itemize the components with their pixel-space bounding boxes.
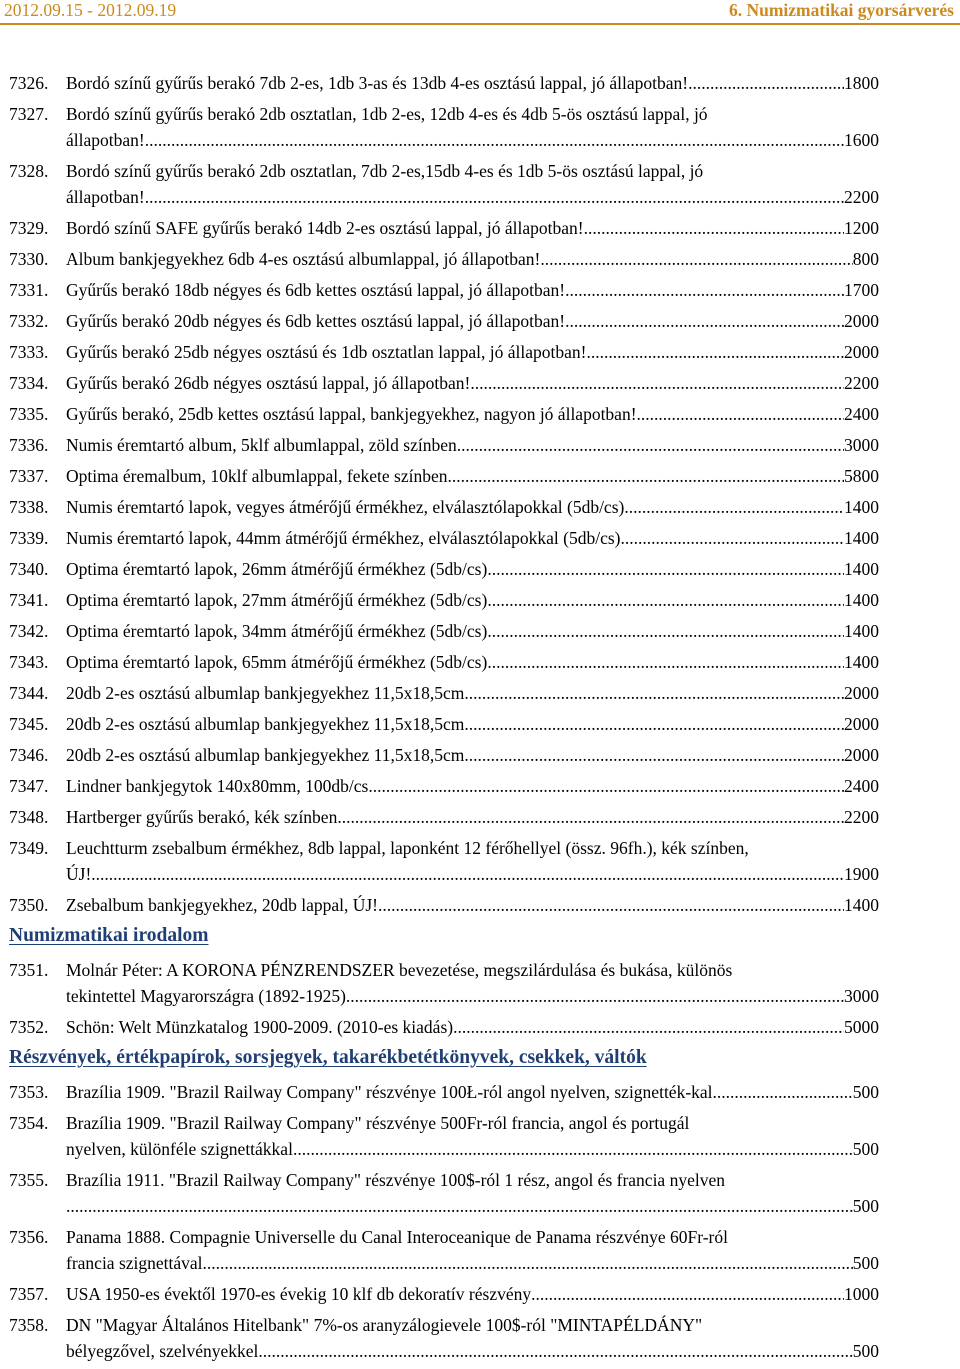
dot-leader	[464, 711, 844, 737]
lot-entry	[9, 773, 879, 799]
lot-description-text: állapotban!	[66, 187, 145, 207]
lot-number: 7347.	[9, 776, 49, 796]
header-title: 6. Numizmatikai gyorsárverés	[728, 0, 954, 20]
lot-description-text: Optima éremtartó lapok, 34mm átmérőjű érmékhez (5db/cs)	[66, 621, 488, 641]
lot-description-text: bélyegzővel, szelvényekkel	[66, 1341, 259, 1361]
dot-leader	[66, 1193, 853, 1219]
lot-number: 7328.	[9, 161, 49, 181]
lot-description-text: Panama 1888. Compagnie Universelle du Canal Interoceanique de Panama részvénye 60Fr-ról	[66, 1227, 729, 1247]
dot-leader	[531, 1281, 844, 1307]
lot-description-text: Optima éremtartó lapok, 26mm átmérőjű érmékhez (5db/cs)	[66, 559, 488, 579]
lot-description	[66, 308, 879, 334]
lot-number: 7330.	[9, 249, 49, 269]
lot-price: 2200	[844, 807, 879, 827]
lot-price: 5800	[844, 466, 879, 486]
lot-description-line	[66, 1224, 879, 1250]
lot-description	[66, 773, 879, 799]
lot-description	[66, 339, 879, 365]
lot-entry	[9, 742, 879, 768]
lot-number: 7327.	[9, 104, 49, 124]
lot-entry	[9, 308, 879, 334]
lot-description	[66, 370, 879, 396]
lot-entry	[9, 804, 879, 830]
lot-price: 500	[852, 1341, 879, 1361]
lot-description	[66, 246, 879, 272]
lot-entry	[9, 711, 879, 737]
lot-entry	[9, 370, 879, 396]
lot-number: 7336.	[9, 435, 49, 455]
lot-description-line	[66, 742, 879, 768]
header-dates: 2012.09.15 - 2012.09.19	[4, 0, 177, 20]
section-heading: Részvények, értékpapírok, sorsjegyek, takarékbetétkönyvek, csekkek, váltók	[9, 1047, 647, 1068]
lot-number: 7351.	[9, 960, 49, 980]
lot-description-line	[66, 835, 879, 861]
dot-leader	[453, 1014, 844, 1040]
lot-number: 7356.	[9, 1227, 49, 1247]
lot-description	[66, 1079, 879, 1105]
lot-number: 7335.	[9, 404, 49, 424]
lot-entry	[9, 525, 879, 551]
lot-price: 500	[852, 1253, 879, 1273]
lot-description-line	[66, 215, 879, 241]
lot-number: 7341.	[9, 590, 49, 610]
dot-leader	[293, 1136, 853, 1162]
lot-description	[66, 432, 879, 458]
lot-description-text: Optima éremalbum, 10klf albumlappal, fekete színben	[66, 466, 448, 486]
dot-leader	[565, 277, 844, 303]
lot-description-text: 20db 2-es osztású albumlap bankjegyekhez 11,5x18,5cm	[66, 714, 465, 734]
lot-description	[66, 649, 879, 675]
lot-description-line	[66, 1167, 879, 1193]
lot-price: 1400	[844, 559, 879, 579]
lot-description-line	[66, 892, 879, 918]
lot-entry	[9, 158, 879, 210]
lot-description-line	[66, 246, 879, 272]
lot-description-text: Numis éremtartó lapok, 44mm átmérőjű érmékhez, elválasztólapokkal (5db/cs)	[66, 528, 621, 548]
dot-leader	[587, 339, 845, 365]
lot-description-text: Hartberger gyűrűs berakó, kék színben	[66, 807, 338, 827]
lot-description-line	[66, 158, 879, 184]
lot-description-line	[66, 370, 879, 396]
lot-description-text: Bordó színű gyűrűs berakó 2db osztatlan, 1db 2-es, 12db 4-es és 4db 5-ös osztású lappal, jó	[66, 104, 708, 124]
lot-price: 500	[852, 1196, 879, 1216]
lot-price: 5000	[844, 1017, 879, 1037]
lot-entry	[9, 618, 879, 644]
lot-description-text: Gyűrűs berakó, 25db kettes osztású lappal, bankjegyekhez, nagyon jó állapotban!	[66, 404, 637, 424]
lot-number: 7350.	[9, 895, 49, 915]
lot-description-line	[66, 308, 879, 334]
lot-entry	[9, 463, 879, 489]
dot-leader	[378, 892, 844, 918]
lot-price: 2000	[844, 683, 879, 703]
lot-entry	[9, 432, 879, 458]
lot-number: 7337.	[9, 466, 49, 486]
lot-number: 7342.	[9, 621, 49, 641]
lot-price: 1400	[844, 621, 879, 641]
lot-number: 7338.	[9, 497, 49, 517]
lot-description-text: Optima éremtartó lapok, 65mm átmérőjű érmékhez (5db/cs)	[66, 652, 488, 672]
lot-price: 1700	[844, 280, 879, 300]
dot-leader	[713, 1079, 853, 1105]
lot-description-line	[66, 618, 879, 644]
lot-description-line	[66, 127, 879, 153]
dot-leader	[346, 983, 844, 1009]
lot-description-text: Gyűrűs berakó 18db négyes és 6db kettes osztású lappal, jó állapotban!	[66, 280, 566, 300]
lot-description-line	[66, 1338, 879, 1364]
lot-description	[66, 1281, 879, 1307]
dot-leader	[457, 432, 844, 458]
lot-description-line	[66, 957, 879, 983]
lot-description-text: Bordó színű SAFE gyűrűs berakó 14db 2-es osztású lappal, jó állapotban!	[66, 218, 584, 238]
lot-entry	[9, 680, 879, 706]
lot-number: 7326.	[9, 73, 49, 93]
lot-description-text: Gyűrűs berakó 20db négyes és 6db kettes osztású lappal, jó állapotban!	[66, 311, 566, 331]
lot-price: 2000	[844, 311, 879, 331]
lot-price: 1400	[844, 528, 879, 548]
lot-description	[66, 101, 879, 153]
lot-price: 1600	[844, 130, 879, 150]
lot-price: 2000	[844, 714, 879, 734]
dot-leader	[487, 618, 844, 644]
lot-description	[66, 587, 879, 613]
dot-leader	[464, 742, 844, 768]
lot-description-text: Optima éremtartó lapok, 27mm átmérőjű érmékhez (5db/cs)	[66, 590, 488, 610]
lot-price: 1400	[844, 895, 879, 915]
lot-entry	[9, 277, 879, 303]
lot-description-text: Album bankjegyekhez 6db 4-es osztású albumlappal, jó állapotban!	[66, 249, 541, 269]
lot-description-line	[66, 184, 879, 210]
lot-entry	[9, 835, 879, 887]
lot-entry	[9, 401, 879, 427]
lot-description-line	[66, 339, 879, 365]
lot-description	[66, 556, 879, 582]
lot-entry	[9, 1110, 879, 1162]
dot-leader	[368, 773, 844, 799]
lot-number: 7352.	[9, 1017, 49, 1037]
lot-description-line	[66, 587, 879, 613]
lot-description-line	[66, 1193, 879, 1219]
lot-entry	[9, 1079, 879, 1105]
dot-leader	[91, 861, 844, 887]
lot-number: 7339.	[9, 528, 49, 548]
lot-description	[66, 215, 879, 241]
dot-leader	[203, 1250, 853, 1276]
lot-description	[66, 618, 879, 644]
lot-price: 1900	[844, 864, 879, 884]
dot-leader	[258, 1338, 852, 1364]
lot-entry	[9, 649, 879, 675]
lot-description	[66, 711, 879, 737]
lot-description-text: Bordó színű gyűrűs berakó 2db osztatlan, 7db 2-es,15db 4-es és 1db 5-ös osztású lappal, jó	[66, 161, 704, 181]
lot-entry	[9, 1312, 879, 1364]
lot-number: 7358.	[9, 1315, 49, 1335]
lot-description	[66, 680, 879, 706]
lot-description	[66, 401, 879, 427]
lot-description	[66, 463, 879, 489]
lot-description-line	[66, 463, 879, 489]
lot-description-line	[66, 711, 879, 737]
dot-leader	[487, 587, 844, 613]
lot-description-line	[66, 649, 879, 675]
lot-description-line	[66, 401, 879, 427]
lot-description	[66, 525, 879, 551]
lot-number: 7349.	[9, 838, 49, 858]
lot-description-line	[66, 680, 879, 706]
lot-description-line	[66, 1281, 879, 1307]
lot-description	[66, 1014, 879, 1040]
lot-description	[66, 742, 879, 768]
lot-description-text: Gyűrűs berakó 26db négyes osztású lappal, jó állapotban!	[66, 373, 471, 393]
lot-description-text: Numis éremtartó lapok, vegyes átmérőjű érmékhez, elválasztólapokkal (5db/cs)	[66, 497, 625, 517]
lot-description-line	[66, 983, 879, 1009]
dot-leader	[487, 649, 844, 675]
lot-description-text: ÚJ!	[66, 864, 92, 884]
lot-number: 7329.	[9, 218, 49, 238]
header-divider	[0, 23, 960, 25]
lot-description	[66, 1110, 879, 1162]
dot-leader	[487, 556, 844, 582]
lot-description-text: USA 1950-es évektől 1970-es évekig 10 klf db dekoratív részvény	[66, 1284, 532, 1304]
lot-entry	[9, 101, 879, 153]
lot-description-text: francia szignettával	[66, 1253, 203, 1273]
lot-price: 2000	[844, 745, 879, 765]
lot-description-text: Molnár Péter: A KORONA PÉNZRENDSZER bevezetése, megszilárdulása és bukása, különös	[66, 960, 733, 980]
lot-description-line	[66, 70, 879, 96]
dot-leader	[464, 680, 844, 706]
lot-description-text: Leuchtturm zsebalbum érmékhez, 8db lappal, laponként 12 férőhellyel (össz. 96fh.), kék színben,	[66, 838, 749, 858]
lot-description	[66, 1224, 879, 1276]
dot-leader	[565, 308, 844, 334]
lot-description-text: Schön: Welt Münzkatalog 1900-2009. (2010-es kiadás)	[66, 1017, 454, 1037]
dot-leader	[145, 127, 844, 153]
lot-number: 7340.	[9, 559, 49, 579]
lot-entry	[9, 246, 879, 272]
lot-entry	[9, 494, 879, 520]
lot-description	[66, 494, 879, 520]
page-header	[0, 0, 960, 24]
lot-description	[66, 804, 879, 830]
lot-number: 7333.	[9, 342, 49, 362]
dot-leader	[145, 184, 844, 210]
lot-description-line	[66, 1136, 879, 1162]
lot-description-line	[66, 432, 879, 458]
lot-description	[66, 957, 879, 1009]
dot-leader	[584, 215, 844, 241]
lot-price: 2400	[844, 776, 879, 796]
lot-price: 2200	[844, 373, 879, 393]
lot-price: 2000	[844, 342, 879, 362]
lot-number: 7343.	[9, 652, 49, 672]
dot-leader	[447, 463, 844, 489]
lot-description-line	[66, 494, 879, 520]
lot-description-line	[66, 804, 879, 830]
lot-entry	[9, 70, 879, 96]
lot-entry	[9, 957, 879, 1009]
lot-entry	[9, 892, 879, 918]
lot-description-text: Brazília 1909. "Brazil Railway Company" részvénye 100Ł-ról angol nyelven, szignették-kal	[66, 1082, 713, 1102]
lot-price: 1400	[844, 497, 879, 517]
section-heading: Numizmatikai irodalom	[9, 925, 209, 946]
lot-description-line	[66, 1312, 879, 1338]
lot-description-text: Brazília 1911. "Brazil Railway Company" részvénye 100$-ról 1 rész, angol és francia nyelven	[66, 1170, 725, 1190]
dot-leader	[624, 494, 844, 520]
dot-leader	[337, 804, 844, 830]
lot-description	[66, 70, 879, 96]
lot-description-text: Zsebalbum bankjegyekhez, 20db lappal, ÚJ!	[66, 895, 378, 915]
dot-leader	[540, 246, 852, 272]
lot-price: 500	[852, 1082, 879, 1102]
lot-description-text: DN "Magyar Általános Hitelbank" 7%-os aranyzálogievele 100$-ról "MINTAPÉLDÁNY"	[66, 1315, 703, 1335]
lot-description-text: 20db 2-es osztású albumlap bankjegyekhez 11,5x18,5cm	[66, 745, 465, 765]
dot-leader	[620, 525, 844, 551]
lot-number: 7344.	[9, 683, 49, 703]
lot-description-line	[66, 773, 879, 799]
lot-price: 1400	[844, 652, 879, 672]
lot-description-text: állapotban!	[66, 130, 145, 150]
lot-price: 2200	[844, 187, 879, 207]
lot-description	[66, 1167, 879, 1219]
lot-description-text: Gyűrűs berakó 25db négyes osztású és 1db osztatlan lappal, jó állapotban!	[66, 342, 587, 362]
lot-description-text: Bordó színű gyűrűs berakó 7db 2-es, 1db 3-as és 13db 4-es osztású lappal, jó állapotban!	[66, 73, 689, 93]
lot-number: 7348.	[9, 807, 49, 827]
lot-price: 1200	[844, 218, 879, 238]
lot-entry	[9, 1014, 879, 1040]
lot-entry	[9, 1167, 879, 1219]
lot-entry	[9, 339, 879, 365]
lot-description-text: 20db 2-es osztású albumlap bankjegyekhez 11,5x18,5cm	[66, 683, 465, 703]
lot-number: 7346.	[9, 745, 49, 765]
lot-number: 7353.	[9, 1082, 49, 1102]
lot-description-line	[66, 861, 879, 887]
lot-description-line	[66, 556, 879, 582]
lot-entry	[9, 556, 879, 582]
lot-description	[66, 158, 879, 210]
lot-description-line	[66, 525, 879, 551]
lot-price: 1800	[844, 73, 879, 93]
lot-entry	[9, 215, 879, 241]
lot-number: 7354.	[9, 1113, 49, 1133]
lot-number: 7345.	[9, 714, 49, 734]
lot-price: 3000	[844, 435, 879, 455]
lot-number: 7331.	[9, 280, 49, 300]
lot-number: 7334.	[9, 373, 49, 393]
dot-leader	[637, 401, 844, 427]
lot-description-text: Lindner bankjegytok 140x80mm, 100db/cs	[66, 776, 369, 796]
lot-number: 7355.	[9, 1170, 49, 1190]
lot-description	[66, 892, 879, 918]
lot-list	[9, 70, 879, 1369]
lot-description	[66, 1312, 879, 1364]
lot-description-line	[66, 1250, 879, 1276]
lot-description-text: Numis éremtartó album, 5klf albumlappal, zöld színben	[66, 435, 457, 455]
lot-description-text: Brazília 1909. "Brazil Railway Company" részvénye 500Fr-ról francia, angol és portugál	[66, 1113, 690, 1133]
dot-leader	[688, 70, 844, 96]
lot-price: 1400	[844, 590, 879, 610]
lot-description-text: tekintettel Magyarországra (1892-1925)	[66, 986, 346, 1006]
lot-description-line	[66, 277, 879, 303]
lot-description-line	[66, 1014, 879, 1040]
lot-price: 1000	[844, 1284, 879, 1304]
lot-price: 800	[852, 249, 879, 269]
lot-entry	[9, 1224, 879, 1276]
lot-entry	[9, 1281, 879, 1307]
lot-description-line	[66, 1110, 879, 1136]
lot-number: 7332.	[9, 311, 49, 331]
lot-description-line	[66, 1079, 879, 1105]
lot-description-text: nyelven, különféle szignettákkal	[66, 1139, 293, 1159]
dot-leader	[470, 370, 844, 396]
lot-number: 7357.	[9, 1284, 49, 1304]
lot-description	[66, 835, 879, 887]
lot-description-line	[66, 101, 879, 127]
lot-price: 500	[852, 1139, 879, 1159]
lot-entry	[9, 587, 879, 613]
lot-description	[66, 277, 879, 303]
lot-price: 2400	[844, 404, 879, 424]
lot-price: 3000	[844, 986, 879, 1006]
